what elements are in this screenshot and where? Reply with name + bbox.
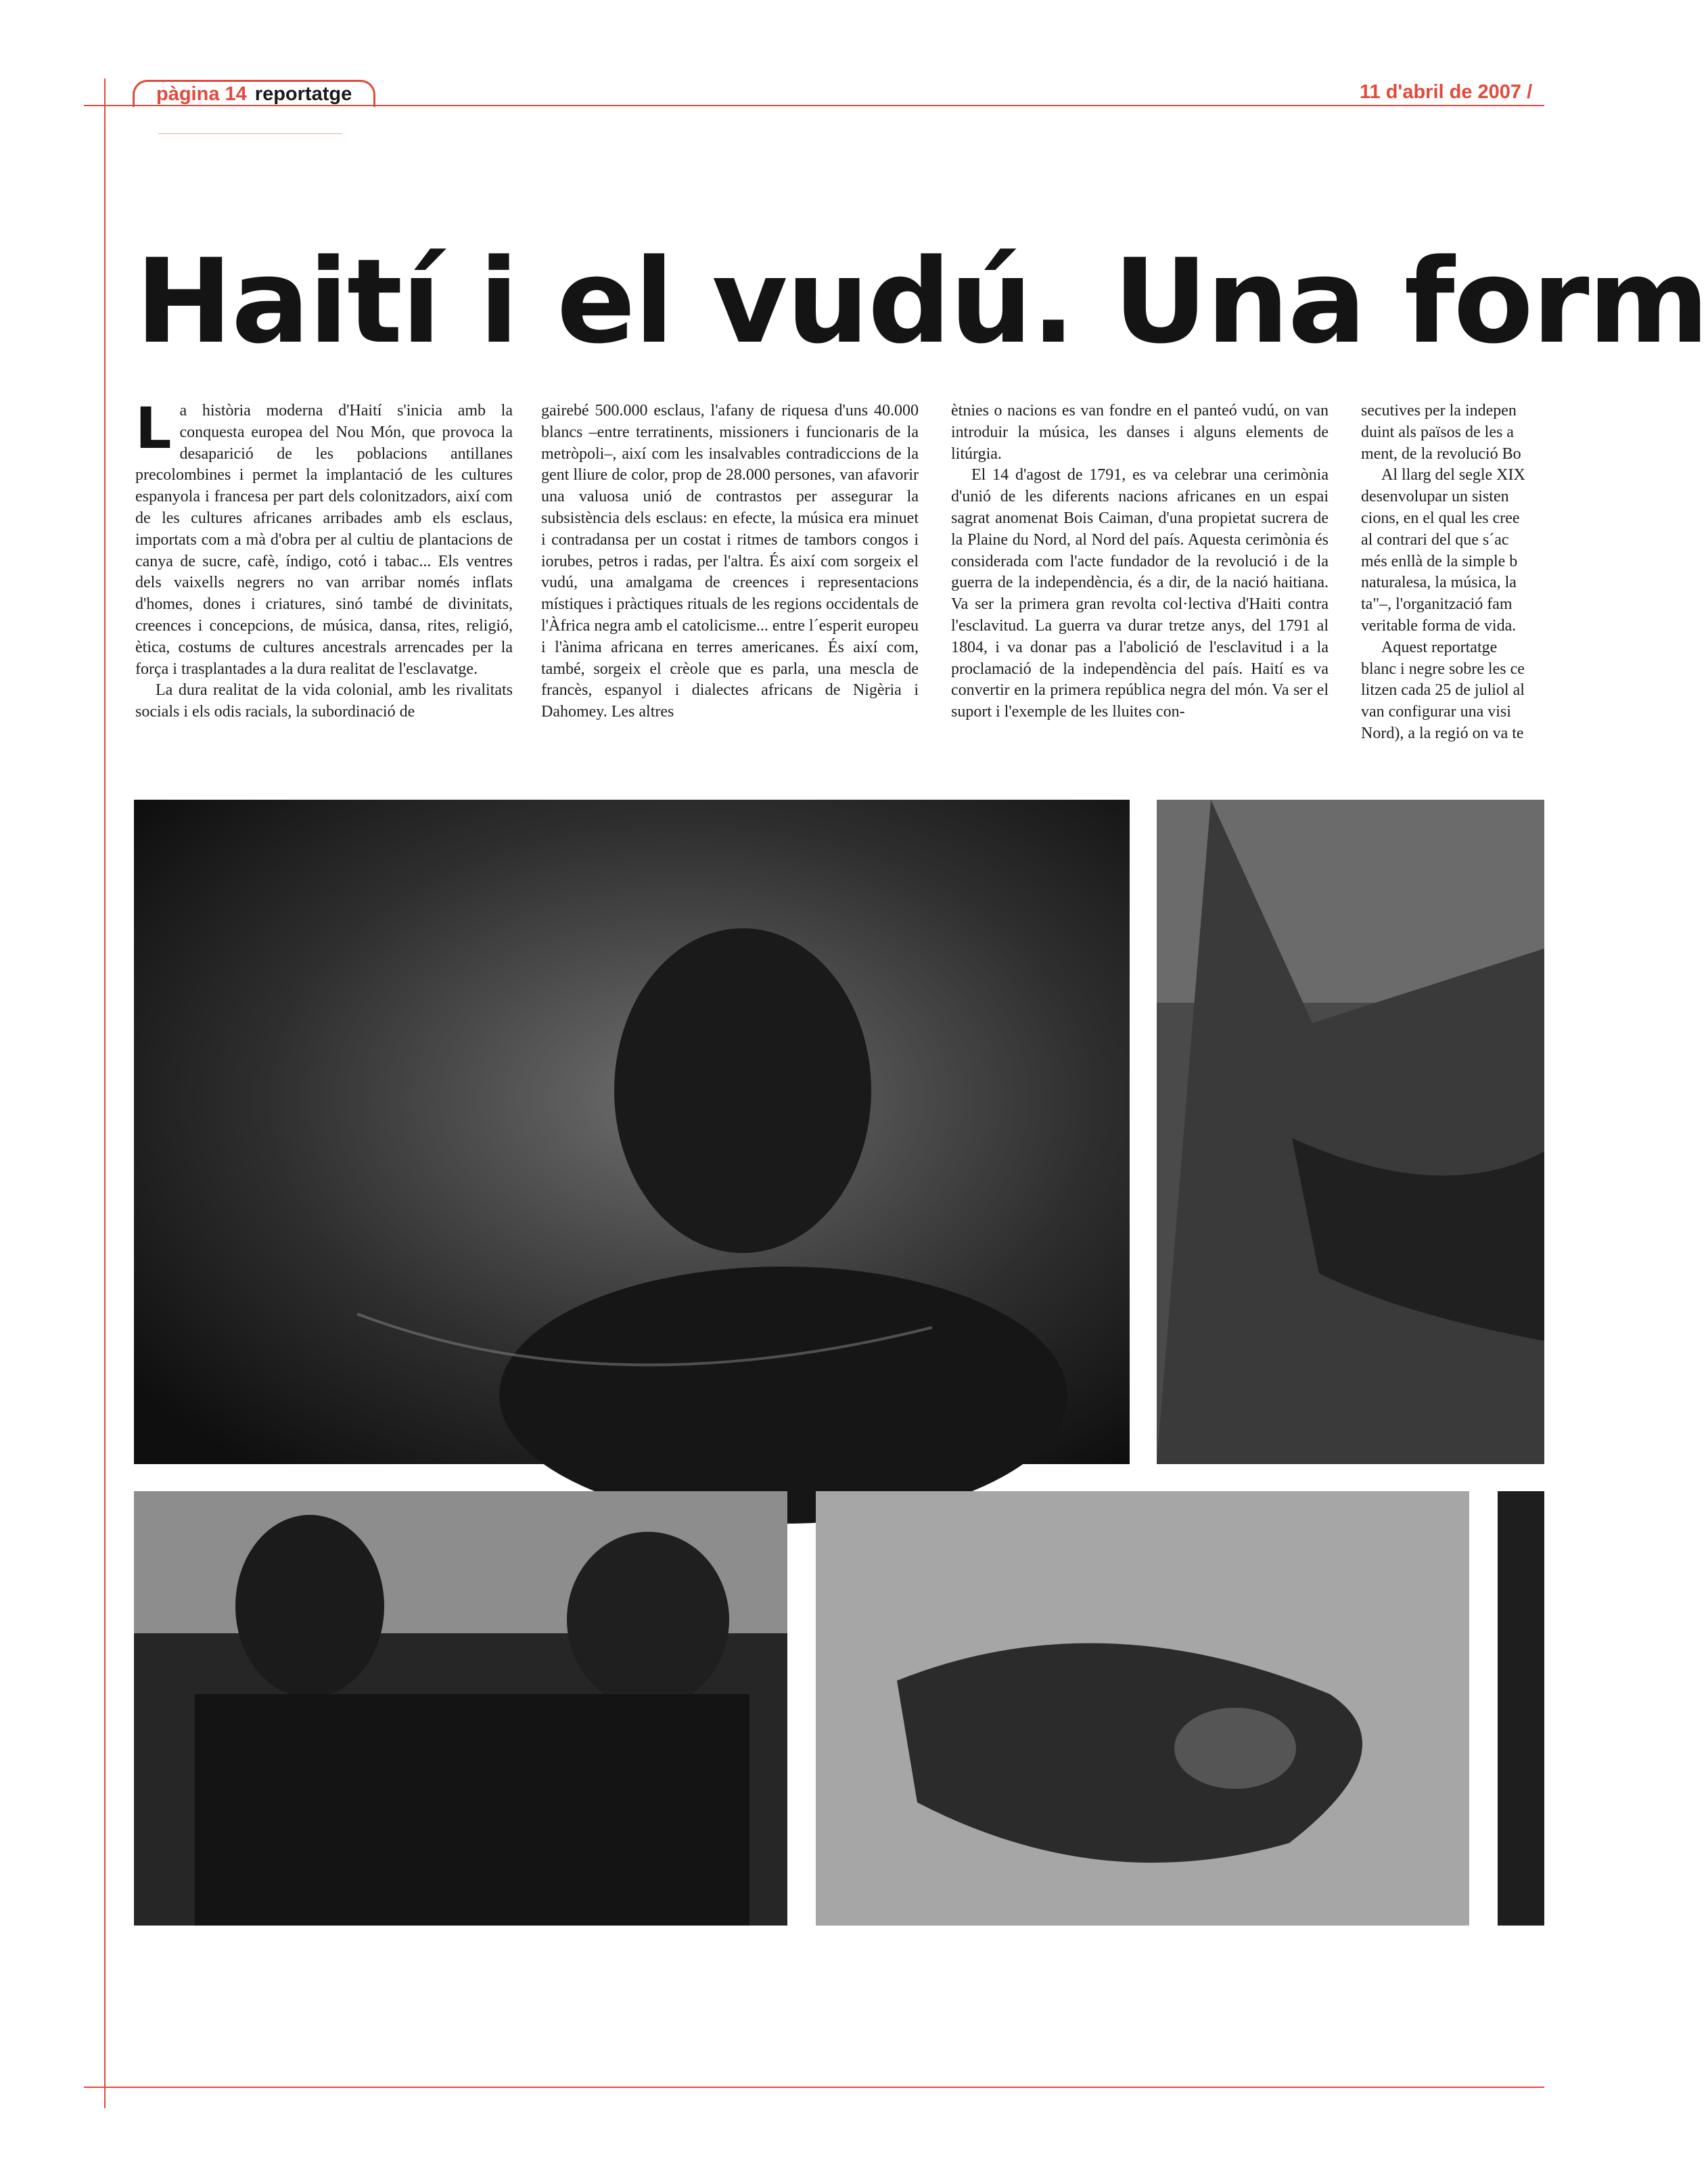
article-column-4 [1361,401,1564,806]
photo-ritual-embrace [134,1491,787,1926]
text-line: al contrari del que s´ac [1361,530,1509,549]
text-line: blanc i negre sobre les ce [1361,660,1525,678]
text-line: veritable forma de vida. [1361,616,1517,635]
photo-man-lying-in-mud [1157,800,1544,1464]
paragraph: gairebé 500.000 esclaus, l'afany de riquesa d'uns 40.000 blancs –entre terratinents, missioners i funcionaris de la metròpoli–, així com les insalvables contradiccions de la gent lliure de color, prop de 28.000 persones, van afavorir una valuosa unió de contrastos per assegurar la subsistència dels esclaus: en efecte, la música era minuet i contradansa per un costat i ritmes de tambors congos i iorubes, petros i radas, per l'altra. És així com sorgeix el vudú, una amalgama de creences i representacions místiques i pràctiques rituals de les regions occidentals de l'Àfrica negra amb el catolicisme... entre l´esperit europeu i l'ànima africana en terres americanes. És així com, també, sorgeix el crèole que es parla, una mescla de francès, espanyol i dialectes africans de Nigèria i Dahomey. Les altres [541,402,919,721]
photo-woman-in-mud-pool [134,800,1130,1464]
section-name: reportatge [254,83,352,105]
text-line: Aquest reportatge [1381,638,1498,656]
left-margin-rule [104,78,106,2108]
text-line: van configurar una visi [1361,703,1511,721]
text-line: Nord), a la regió on va te [1361,724,1524,742]
drop-cap: L [135,395,172,461]
text-line: litzen cada 25 de juliol al [1361,681,1525,700]
article-column-3 [951,401,1329,806]
issue-date: 11 d'abril de 2007 / [1360,81,1533,103]
article-title: Haití i el vudú. Una form [135,233,1708,369]
article-column-1 [135,395,513,806]
text-line: ta"–, l'organització fam [1361,595,1513,614]
paragraph: ètnies o nacions es van fondre en el panteó vudú, on van introduir la música, les danses i alguns elements de litúrgia. [951,402,1329,463]
text-line: secutives per la indepen [1361,402,1517,419]
text-line: naturalesa, la música, la [1361,574,1517,592]
header-underline [158,133,342,134]
paragraph-text: a història moderna d'Haití s'inicia amb la conquesta europea del Nou Món, que provoca la desaparició de les poblacions antillanes precolombines i permet la implantació de les cultures espanyola i francesa per part dels colonitzadors, així com de les cultures africanes arribades amb els esclaus, importats com a mà d'obra per al cultiu de plantacions de canya de sucre, cafè, índigo, cotó i tabac... Els ventres dels vaixells negrers no van arribar només inflats d'homes, dones i criatures, sinó també de divinitats, creences i concepcions, de música, dansa, rites, religió, ètica, costums de cultures ancestrals arrencades per la força i trasplantades a la dura realitat de l'esclavatge. [135,402,513,678]
photo-woman-floating-in-mud [816,1491,1469,1926]
text-line: duint als països de les a [1361,423,1514,441]
section-tab [133,80,375,107]
article-column-2 [541,401,919,806]
footer-rule [84,2087,1544,2088]
paragraph: El 14 d'agost de 1791, es va celebrar una cerimònia d'unió de les diferents nacions africanes en un espai sagrat anomenat Bois Caiman, d'una propietat sucrera de la Plaine du Nord, al Nord del país. Aquesta cerimònia és considerada com l'acte fundador de la revolució i de la guerra de la independència, és a dir, de la nació haitiana. Va ser la primera gran revolta col·lectiva d'Haiti contra l'esclavitud. La guerra va durar tretze anys, del 1791 al 1804, i va donar pas a l'abolició de l'esclavitud i a la proclamació de la independència del país. Haití es va convertir en la primera república negra del món. Va ser el suport i l'exemple de les lluites con- [951,466,1329,721]
text-line: més enllà de la simple b [1361,552,1518,570]
text-line: cions, en el qual les cree [1361,509,1520,527]
paragraph [135,395,513,680]
photo-cropped-right [1498,1491,1544,1926]
text-line: Al llarg del segle XIX [1381,466,1525,484]
page-number-label: pàgina 14 [156,83,247,105]
text-line: desenvolupar un sisten [1361,488,1509,506]
text-line: ment, de la revolució Bo [1361,445,1521,463]
paragraph: La dura realitat de la vida colonial, amb les rivalitats socials i els odis racials, la subordinació de [135,681,513,721]
